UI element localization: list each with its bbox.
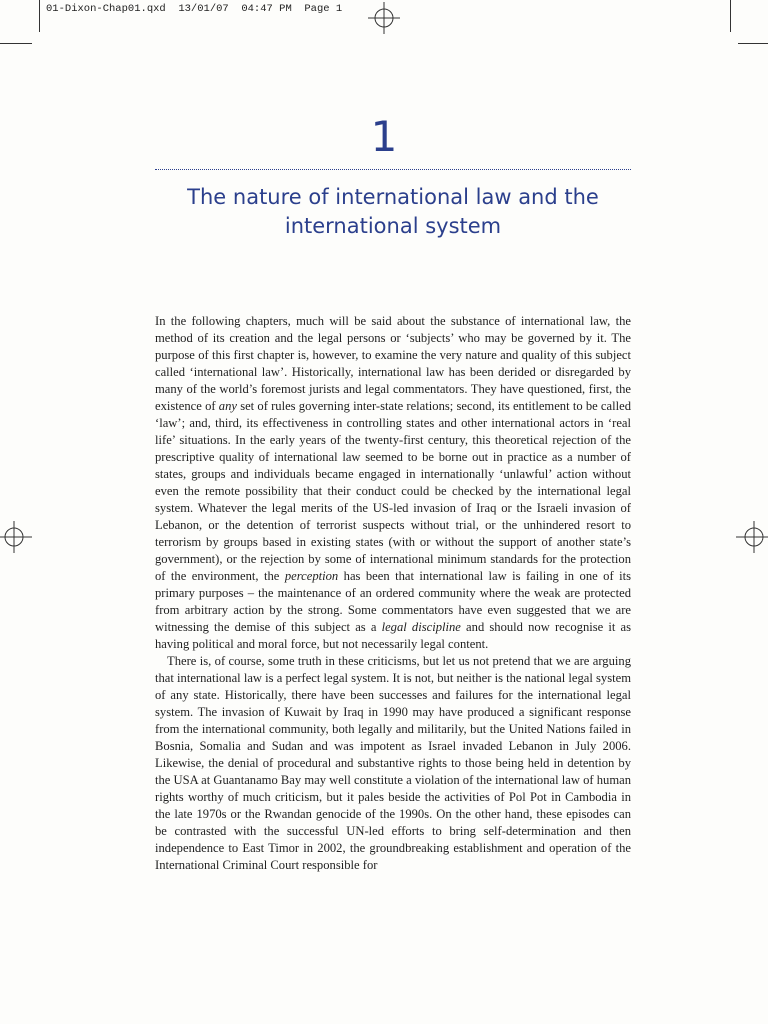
paragraph-1: In the following chapters, much will be said about the substance of international law, the method of its creation and the legal persons or ‘subjects’ who may be governed by it. The purpose of this first chapter is, however, to examine the very nature and quality of this subject called ‘international law’. Historically, international law has been derided or disregarded by many of the world’s foremost jurists and legal commentators. They have questioned, first, the existence of any set of rules governing inter-state relations; second, its entitlement to be called ‘law’; and, third, its effectiveness in controlling states and other international actors in ‘real life’ situations. In the early years of the twenty-first century, this theoretical rejection of the prescriptive quality of international law seemed to be borne out in practice as a number of states, groups and individuals became engaged in internationally ‘unlawful’ action without even the remote possibility that their conduct could be checked by the international legal system. Whatever the legal merits of the US-led invasion of Iraq or the Israeli invasion of Lebanon, or the detention of terrorist suspects without trial, or the unhindered resort to terrorism by groups based in existing states (with or without the support of another state’s government), or the rejection by some of international minimum standards for the protection of the environment, the perception has been that international law is failing in one of its primary purposes – the maintenance of an ordered community where the weak are protected from arbitrary action by the strong. Some commentators have even suggested that we are witnessing the demise of this subject as a legal discipline and should now recognise it as having political and moral force, but not necessarily legal content. [155,314,632,651]
registration-mark-top-icon [368,2,400,34]
crop-mark-top-right-horizontal [738,43,768,44]
chapter-body-text [155,313,631,874]
emphasis-any: any [218,399,237,413]
print-slug-line: 01-Dixon-Chap01.qxd 13/01/07 04:47 PM Page 1 [46,3,343,15]
emphasis-perception: perception [284,569,339,583]
chapter-number: 1 [370,112,398,161]
crop-mark-top-left-horizontal [0,43,32,44]
registration-mark-right-icon [736,521,768,553]
chapter-title: The nature of international law and the international system [187,185,599,238]
registration-mark-left-icon [0,521,32,553]
crop-mark-top-left-vertical [39,0,40,32]
paragraph-2: There is, of course, some truth in these criticisms, but let us not pretend that we are arguing that international law is a perfect legal system. It is not, but neither is the national legal system of any state. Historically, there have been successes and failures for the international legal system. The invasion of Kuwait by Iraq in 1990 may have produced a significant response from the international community, both legally and militarily, but the United Nations failed in Bosnia, Somalia and Sudan and was impotent as Israel invaded Lebanon in July 2006. Likewise, the denial of procedural and substantive rights to those being held in detention by the USA at Guantanamo Bay may well constitute a violation of the international law of human rights worthy of much criticism, but it pales beside the activities of Pol Pot in Cambodia in the late 1970s or the Rwandan genocide of the 1990s. On the other hand, these episodes can be contrasted with the successful UN-led efforts to bring self-determination and then independence to East Timor in 2002, the groundbreaking establishment and operation of the International Criminal Court responsible for [155,654,631,872]
crop-mark-top-right-vertical [730,0,731,32]
emphasis-legal-discipline: legal discipline [381,620,461,634]
dotted-rule-divider [155,169,631,170]
